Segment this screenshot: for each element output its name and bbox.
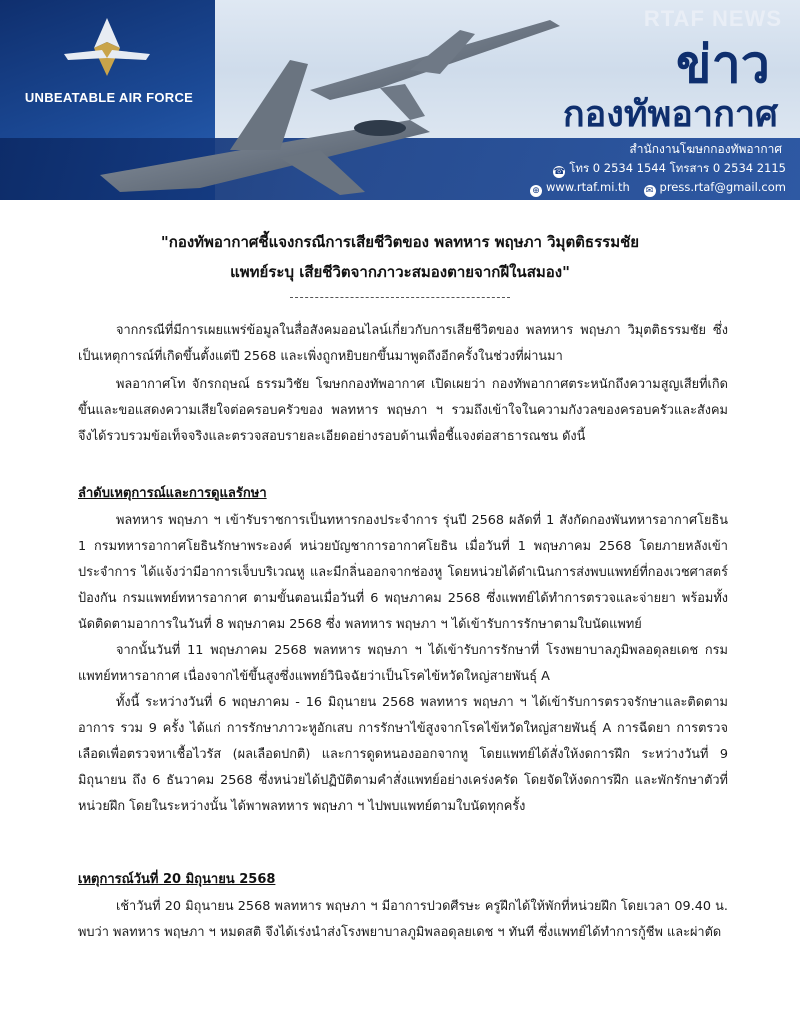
paragraph-hospital: จากนั้นวันที่ 11 พฤษภาคม 2568 พลทหาร พฤษภา ฯ ได้เข้ารับการรักษาที่ โรงพยาบาลภูมิพลอดุลยเดช กรมแพทย์ทหารอากาศ เนื่องจากไข้ขึ้นสูงซึ่งแพทย์วินิจฉัยว่าเป็นโรคไข้หวัดใหญ่สายพันธุ์ A bbox=[78, 643, 728, 684]
rtaf-wings-logo bbox=[62, 14, 152, 84]
paragraph-spokesperson: พลอากาศโท จักรกฤษณ์ ธรรมวิชัย โฆษกกองทัพอากาศ เปิดเผยว่า กองทัพอากาศตระหนักถึงความสูญเสียที่เกิดขึ้นและขอแสดงความเสียใจต่อครอบครัวของ พลทหาร พฤษภา ฯ รวมถึงเข้าใจในความกังวลของครอบครัวและสังคม จึงได้รวบรวมข้อเท็จจริงและตรวจสอบรายละเอียดอย่างรอบด้านเพื่อชี้แจงต่อสาธารณชน ดังนี้ bbox=[78, 377, 728, 444]
paragraph-enlistment: พลทหาร พฤษภา ฯ เข้ารับราชการเป็นทหารกองประจำการ รุ่นปี 2568 ผลัดที่ 1 สังกัดกองพันทหารอากาศโยธิน 1 กรมทหารอากาศโยธินรักษาพระองค์ หน่วยบัญชาการอากาศโยธิน เมื่อวันที่ 1 พฤษภาคม 2568 โดยภายหลังเข้าประจำการ ได้แจ้งว่ามีอาการเจ็บบริเวณหู และมีกลิ่นออกจากช่องหู โดยหน่วยได้ดำเนินการส่งพบแพทย์ที่กองเวชศาสตร์ป้องกัน กรมแพทย์ทหารอากาศ ตามขั้นตอนเมื่อวันที่ 6 พฤษภาคม 2568 ซึ่งแพทย์ได้ทำการตรวจและจ่ายยา พร้อมทั้งนัดติดตามอาการในวันที่ 8 พฤษภาคม 2568 ซึ่ง พลทหาร พฤษภา ฯ ได้เข้ารับการรักษาตามใบนัดแพทย์ bbox=[78, 513, 728, 632]
news-body bbox=[0, 200, 800, 1023]
section-heading-june20: เหตุการณ์วันที่ 20 มิถุนายน 2568 bbox=[78, 872, 276, 887]
banner-website[interactable]: www.rtaf.mi.th bbox=[546, 180, 630, 194]
paragraph-june20: เช้าวันที่ 20 มิถุนายน 2568 พลทหาร พฤษภา ฯ มีอาการปวดศีรษะ ครูฝึกได้ให้พักที่หน่วยฝึก โดยเวลา 09.40 น. พบว่า พลทหาร พฤษภา ฯ หมดสติ จึงได้เร่งนำส่งโรงพยาบาลภูมิพลอดุลยเดช ฯ ทันที ซึ่งแพทย์ได้ทำการกู้ชีพ และผ่าตัด bbox=[78, 899, 728, 940]
headline-line1: "กองทัพอากาศชี้แจงกรณีการเสียชีวิตของ พลทหาร พฤษภา วิมุตติธรรมชัย bbox=[160, 233, 640, 251]
banner-phone-line bbox=[543, 160, 786, 178]
rtaf-news-tag: RTAF NEWS bbox=[643, 6, 782, 31]
banner-office: สำนักงานโฆษกกองทัพอากาศ bbox=[629, 142, 782, 156]
paragraph-intro: จากกรณีที่มีการเผยแพร่ข้อมูลในสื่อสังคมออนไลน์เกี่ยวกับการเสียชีวิตของ พลทหาร พฤษภา วิมุตติธรรมชัย ซึ่งเป็นเหตุการณ์ที่เกิดขึ้นตั้งแต่ปี 2568 และเพิ่งถูกหยิบยกขึ้นมาพูดถึงอีกครั้งในช่วงที่ผ่านมา bbox=[78, 323, 728, 364]
headline-line2: แพทย์ระบุ เสียชีวิตจากภาวะสมองตายจากฝีในสมอง" bbox=[230, 263, 570, 281]
paragraph-treatment: ทั้งนี้ ระหว่างวันที่ 6 พฤษภาคม - 16 มิถุนายน 2568 พลทหาร พฤษภา ฯ ได้เข้ารับการตรวจรักษาและติดตามอาการ รวม 9 ครั้ง ได้แก่ การรักษาภาวะหูอักเสบ การรักษาไข้สูงจากโรคไข้หวัดใหญ่สายพันธุ์ A การฉีดยา การตรวจเลือดเพื่อตรวจหาเชื้อไวรัส (ผลเลือดปกติ) และการดูดหนองออกจากหู โดยแพทย์ได้สั่งให้งดการฝึก ระหว่างวันที่ 9 มิถุนายน ถึง 6 ธันวาคม 2568 ซึ่งหน่วยได้ปฏิบัติตามคำสั่งแพทย์อย่างเคร่งครัด โดยจัดให้งดการฝึก และพักรักษาตัวที่หน่วยฝึก โดยในระหว่างนั้น ได้พาพลทหาร พฤษภา ฯ ไปพบแพทย์ตามใบนัดทุกครั้ง bbox=[78, 695, 728, 814]
globe-icon: ⊕ bbox=[530, 185, 542, 197]
banner-title-line2: กองทัพอากาศ bbox=[562, 94, 778, 135]
section-heading-timeline: ลำดับเหตุการณ์และการดูแลรักษา bbox=[78, 486, 267, 501]
phone-icon: ☎ bbox=[553, 167, 565, 177]
banner-title-line1: ข่าว bbox=[676, 35, 770, 95]
banner-email[interactable]: press.rtaf@gmail.com bbox=[659, 180, 786, 194]
headline-divider bbox=[290, 297, 510, 298]
banner-phone: โทร 0 2534 1544 โทรสาร 0 2534 2115 bbox=[569, 161, 786, 175]
banner-motto: UNBEATABLE AIR FORCE bbox=[24, 90, 194, 105]
mail-icon: ✉ bbox=[644, 185, 656, 197]
rtaf-news-banner bbox=[0, 0, 800, 200]
banner-web-line bbox=[520, 180, 786, 197]
